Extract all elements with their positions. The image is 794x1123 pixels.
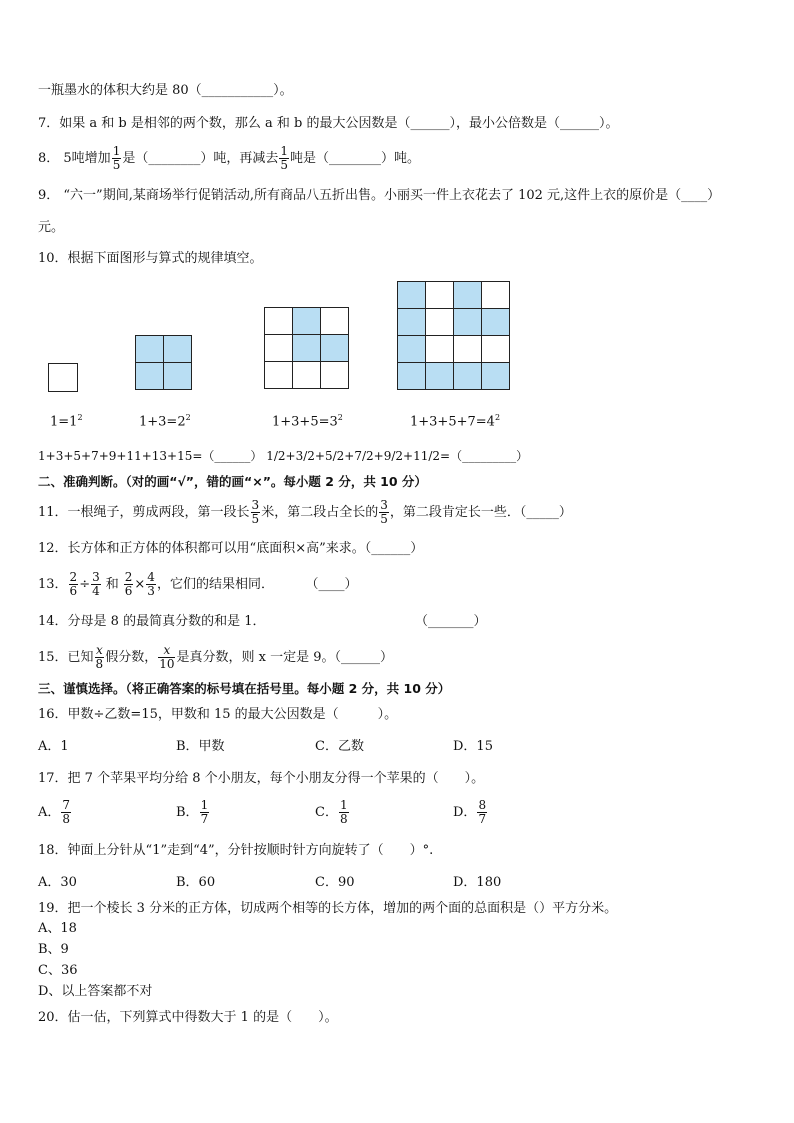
q15-fraction-1: $\frac{x}{8}$: [95, 643, 104, 671]
question-16: 16．甲数÷乙数=15，甲数和 15 的最大公因数是（ ）。: [38, 707, 398, 722]
q15-part2: 假分数，: [105, 650, 158, 665]
q19-option-a: A、18: [38, 921, 77, 936]
q13-blank: （____）: [311, 577, 358, 592]
question-12: 12．长方体和正方体的体积都可以用“底面积×高”来求。（______）: [38, 541, 424, 556]
question-20: 20．估一估，下列算式中得数大于 1 的是（ ）。: [38, 1010, 338, 1025]
q8-part3: 吨是（________）吨。: [289, 151, 420, 166]
question-14-blank: （_______）: [415, 614, 487, 629]
q16-option-c: C．乙数: [315, 739, 364, 754]
question-19: 19．把一个棱长 3 分米的正方体，切成两个相等的长方体，增加的两个面的总面积是（）平方分米。: [38, 901, 618, 916]
square-3x3: [264, 307, 349, 389]
q17-option-d: D． $\frac{8}{7}$: [453, 798, 487, 826]
q8-part2: 是（________）吨，再减去: [122, 151, 279, 166]
q15-part1: 15．已知: [38, 650, 94, 665]
q17-option-c: C． $\frac{1}{8}$: [315, 798, 348, 826]
q18-option-a: A．30: [38, 875, 77, 890]
q8-part1: 8． 5吨增加: [38, 151, 111, 166]
q16-option-b: B．甲数: [176, 739, 225, 754]
q17-option-b: B． $\frac{1}{7}$: [176, 798, 209, 826]
square-1x1: [48, 363, 78, 392]
q13-part3: ，它们的结果相同．: [156, 577, 274, 592]
question-9-line1: 9． “六一”期间,某商场举行促销活动,所有商品八五折出售。小丽买一件上衣花去了 102 元,这件上衣的原价是（____）: [38, 188, 721, 203]
q13-and: 和: [105, 577, 119, 592]
question-18: 18．钟面上分针从“1”走到“4”，分针按顺时针方向旋转了（ ）°.: [38, 843, 434, 858]
question-17: 17．把 7 个苹果平均分给 8 个小朋友，每个小朋友分得一个苹果的（ ）。: [38, 771, 485, 786]
q11-part1: 11．一根绳子，剪成两段，第一段长: [38, 505, 250, 520]
question-13: [38, 569, 357, 601]
figure-label-1: $1=1^2$: [50, 413, 83, 430]
q13-fraction-1: $\frac{2}{6}$: [69, 570, 78, 598]
q13-part1: 13．: [38, 577, 68, 592]
q13-fraction-3: $\frac{2}{6}$: [124, 570, 133, 598]
q18-option-b: B．60: [176, 875, 216, 890]
q13-fraction-2: $\frac{3}{4}$: [92, 570, 100, 598]
q11-fraction-1: $\frac{3}{5}$: [251, 498, 260, 526]
q13-times: ×: [134, 577, 146, 592]
square-4x4: [397, 281, 510, 390]
question-8: [38, 143, 420, 175]
q19-option-d: D、以上答案都不对: [38, 984, 153, 999]
question-15: [38, 642, 393, 674]
question-11: [38, 497, 572, 529]
q18-option-c: C．90: [315, 875, 355, 890]
q6-tail: 一瓶墨水的体积大约是 80（___________）。: [38, 83, 293, 98]
section-3-heading: 三、谨慎选择。（将正确答案的标号填在括号里。每小题 2 分，共 10 分）: [38, 681, 451, 696]
q13-fraction-4: $\frac{4}{3}$: [147, 570, 155, 598]
section-2-heading: 二、准确判断。（对的画“√”，错的画“×”。每小题 2 分，共 10 分）: [38, 474, 427, 489]
q19-option-b: B、9: [38, 942, 69, 957]
question-10-answers: 1+3+5+7+9+11+13+15=（______） 1/2+3/2+5/2+7/2+9/2+11/2=（_________）: [38, 449, 529, 463]
q19-option-c: C、36: [38, 963, 78, 978]
q13-divide: ÷: [79, 577, 91, 592]
figure-label-4: $1+3+5+7=4^2$: [410, 413, 501, 430]
question-14: 14．分母是 8 的最简真分数的和是 1．: [38, 614, 266, 629]
square-2x2: [135, 335, 192, 390]
q8-fraction-2: $\frac{1}{5}$: [280, 144, 288, 172]
q18-option-d: D．180: [453, 875, 502, 890]
figure-label-3: $1+3+5=3^2$: [272, 413, 343, 430]
q8-fraction: $\frac{1}{5}$: [112, 144, 121, 172]
figure-label-2: $1+3=2^2$: [139, 413, 191, 430]
q15-part3: 是真分数，则 x 一定是 9。（______）: [176, 650, 393, 665]
q17-option-a: A． $\frac{7}{8}$: [38, 798, 71, 826]
q11-part3: ，第二段肯定长一些．（_____）: [389, 505, 572, 520]
q11-part2: 米，第二段占全长的: [261, 505, 379, 520]
q15-fraction-2: $\frac{x}{10}$: [159, 643, 175, 671]
question-7: 7．如果 a 和 b 是相邻的两个数，那么 a 和 b 的最大公因数是（______），最小公倍数是（______）。: [38, 116, 619, 131]
q11-fraction-2: $\frac{3}{5}$: [380, 498, 388, 526]
question-9-line2: 元。: [38, 220, 65, 235]
question-10: 10．根据下面图形与算式的规律填空。: [38, 251, 263, 266]
q16-option-a: A．1: [38, 739, 69, 754]
q16-option-d: D．15: [453, 739, 493, 754]
